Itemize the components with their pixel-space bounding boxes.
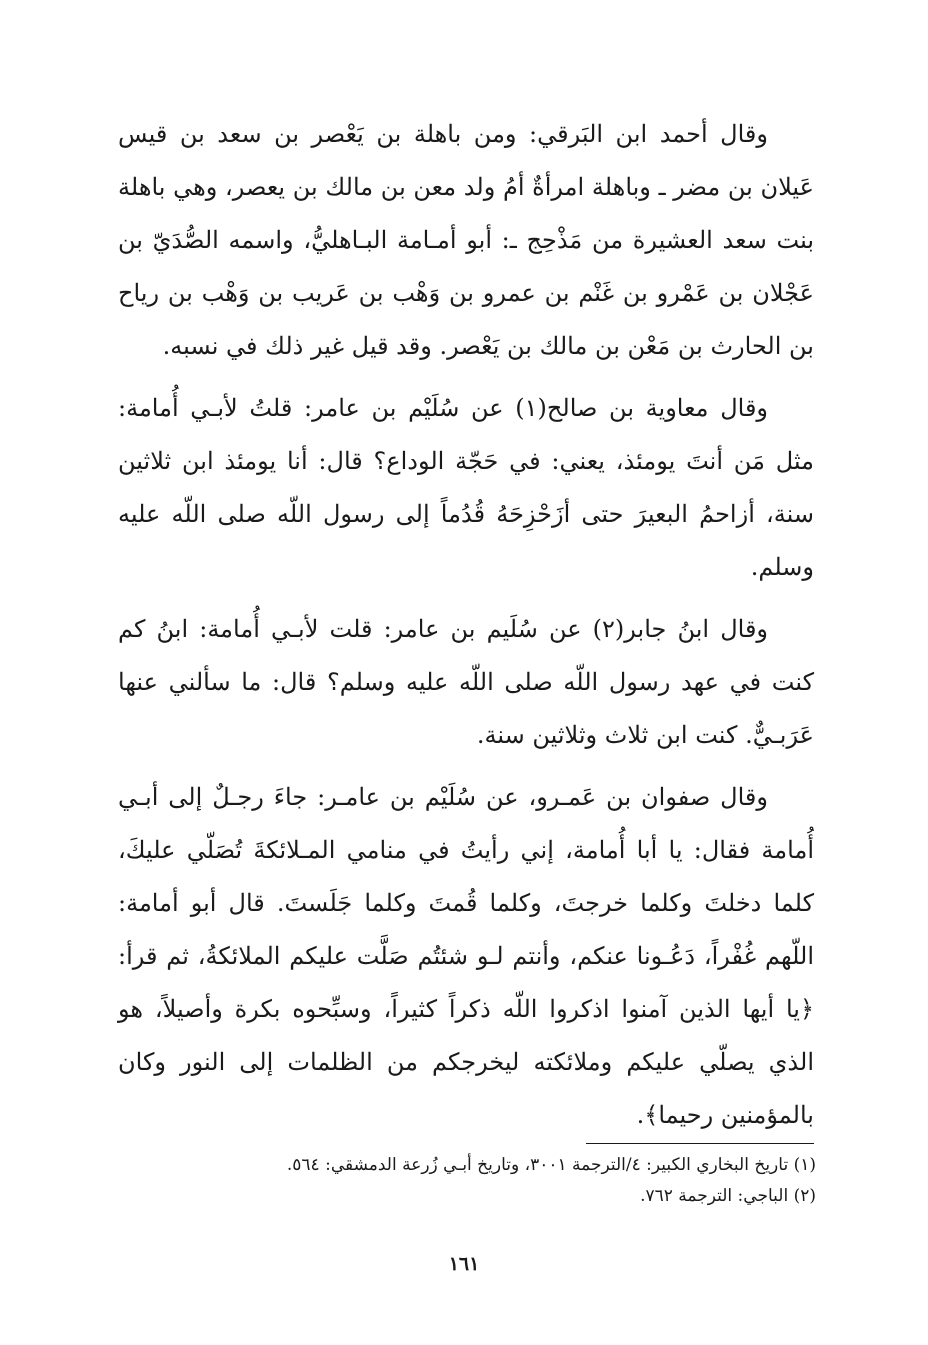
footnotes [116, 1150, 816, 1212]
footnote-divider [586, 1143, 814, 1144]
paragraph-angels-dream: وقال صفوان بن عَمـرو، عن سُلَيْم بن عامـر: جاءَ رجـلٌ إلى أبـي أُمامة فقال: يا أبا أُمامة، إني رأيتُ في منامي المـلائكةَ تُصَلّي عليكَ، كلما دخلتَ وكلما خرجتَ، وكلما قُمتَ وكلما جَلَستَ. قال أبو أمامة: اللّهم غُفْراً، دَعُـونا عنكم، وأنتم لـو شئتُم صَلَّت عليكم الملائكةُ، ثم قرأ: ﴿يا أيها الذين آمنوا اذكروا اللّه ذكراً كثيراً، وسبِّحوه بكرة وأصيلاً، هو الذي يصلّي عليكم وملائكته ليخرجكم من الظلمات إلى النور وكان بالمؤمنين رحيما﴾. [118, 783, 814, 1129]
footnote-2: (٢) الباجي: الترجمة ٧٦٢. [640, 1186, 816, 1206]
paragraph-lineage: وقال أحمد ابن البَرقي: ومن باهلة بن يَعْصر بن سعد بن قيس عَيلان بن مضر ـ وباهلة امرأةٌ أمُ ولد معن بن مالك بن يعصر، وهي باهلة بنت سعد العشيرة من مَذْحِج ـ: أبو أمـامة البـاهليُّ، واسمه الصُّدَيّ بن عَجْلان بن عَمْرو بن غَنْم بن عمرو بن وَهْب بن عَريب بن وَهْب بن رياح بن الحارث بن مَعْن بن مالك بن يَعْصر. وقد قيل غير ذلك في نسبه. [118, 120, 814, 360]
paragraph-age-at-farewell-pilgrimage: وقال معاوية بن صالح(١) عن سُلَيْم بن عامر: قلتُ لأبـي أُمامة: مثل مَن أنتَ يومئذ، يعني: في حَجّة الوداع؟ قال: أنا يومئذ ابن ثلاثين سنة، أزاحمُ البعيرَ حتى أزَحْزِحَهُ قُدُماً إلى رسول اللّه صلى اللّه عليه وسلم. [118, 394, 814, 581]
paragraph-age-in-prophet-era: وقال ابنُ جابر(٢) عن سُلَيم بن عامر: قلت لأبـي أُمامة: ابنُ كم كنت في عهد رسول اللّه صلى اللّه عليه وسلم؟ قال: ما سألني عنها عَرَبـيٌّ. كنت ابن ثلاث وثلاثين سنة. [118, 615, 814, 749]
footnote-1: (١) تاريخ البخاري الكبير: ٤/الترجمة ٣٠٠١، وتاريخ أبـي زُرعة الدمشقي: ٥٦٤. [286, 1155, 816, 1175]
page-number: ١٦١ [448, 1253, 480, 1275]
main-text [118, 108, 814, 1142]
